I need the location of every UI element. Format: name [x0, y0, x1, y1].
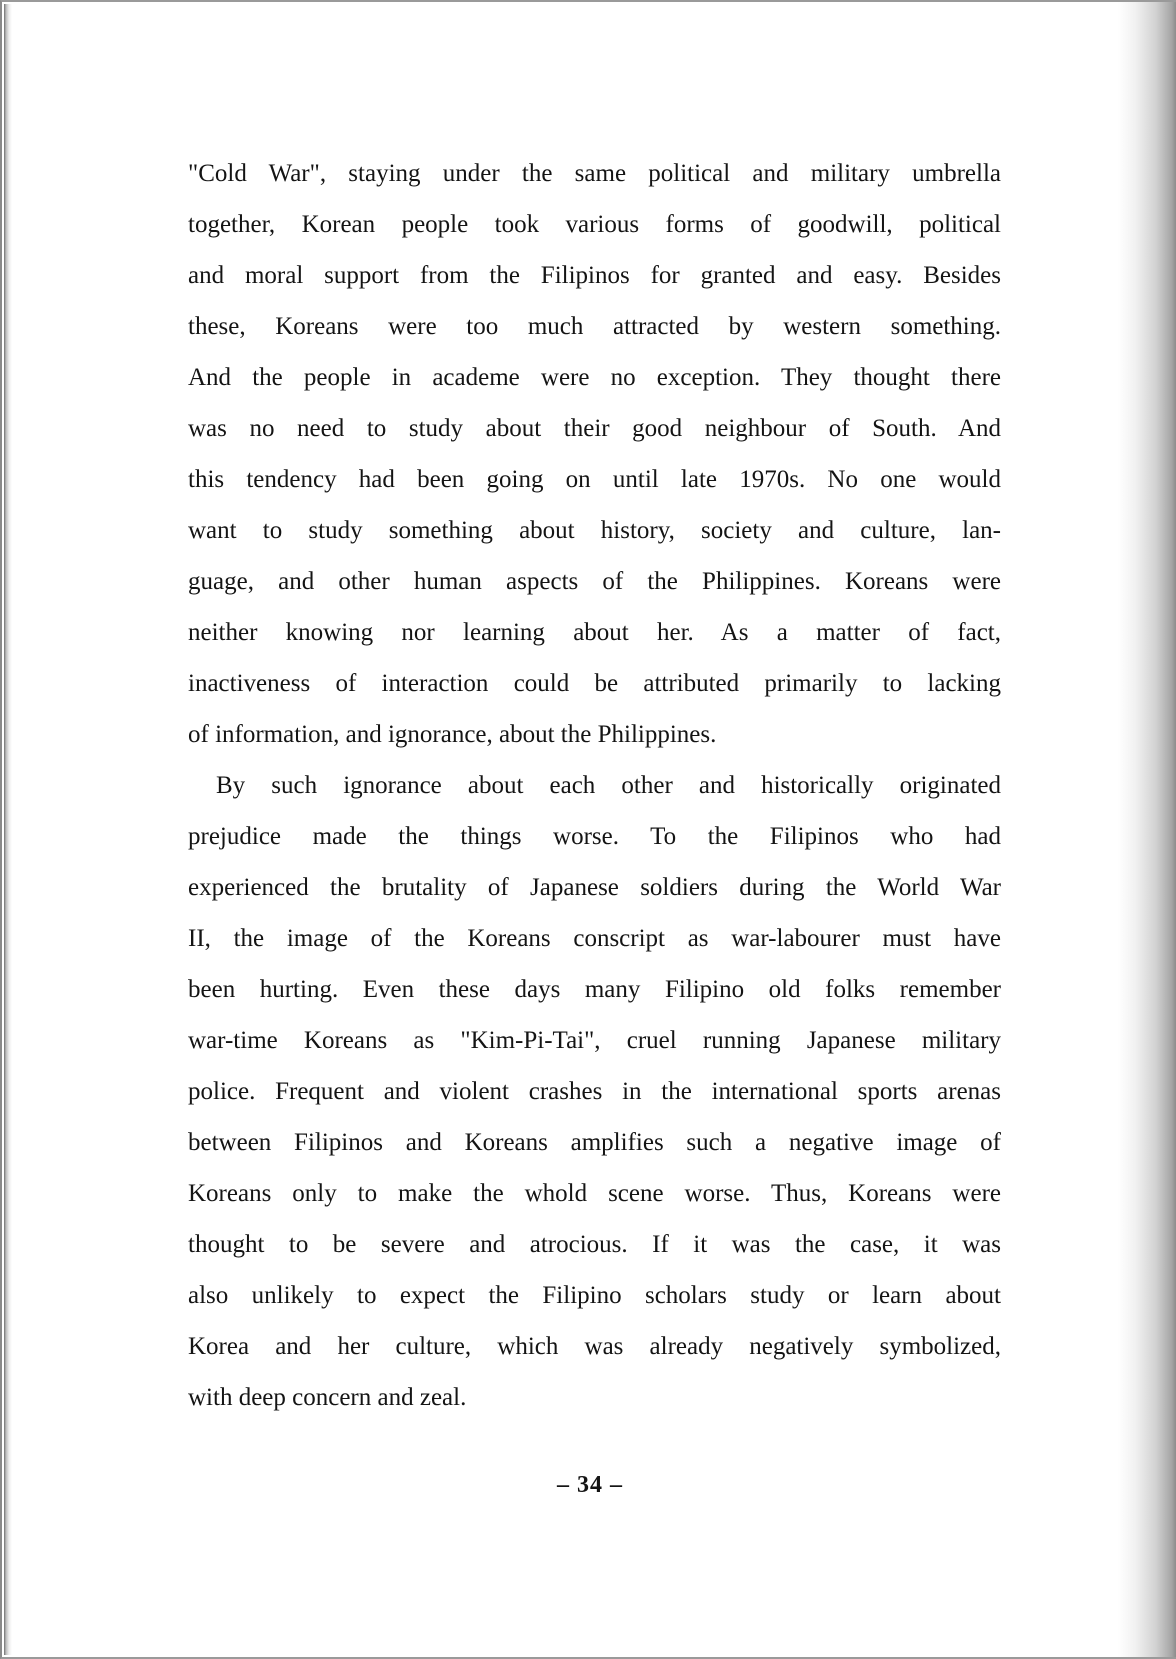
text-line: police. Frequent and violent crashes in the international sports arenas: [188, 1078, 1001, 1105]
text-line: with deep concern and zeal.: [188, 1384, 467, 1411]
text-line: experienced the brutality of Japanese soldiers during the World War: [188, 874, 1001, 901]
page-number: – 34 –: [557, 1472, 623, 1498]
text-line: thought to be severe and atrocious. If it was the case, it was: [188, 1231, 1001, 1258]
text-line: And the people in academe were no exception. They thought there: [188, 364, 1001, 391]
text-line: this tendency had been going on until late 1970s. No one would: [188, 466, 1001, 493]
text-line: these, Koreans were too much attracted by western something.: [188, 313, 1001, 340]
page-left-edge: [4, 4, 12, 1655]
text-line: neither knowing nor learning about her. As a matter of fact,: [188, 619, 1001, 646]
page-right-shadow: [1118, 2, 1176, 1657]
text-line: together, Korean people took various forms of goodwill, political: [188, 211, 1001, 238]
text-line: between Filipinos and Koreans amplifies such a negative image of: [188, 1129, 1001, 1156]
text-line: been hurting. Even these days many Filipino old folks remember: [188, 976, 1001, 1003]
text-line: By such ignorance about each other and historically originated: [216, 772, 1001, 799]
text-line: want to study something about history, society and culture, lan-: [188, 517, 1001, 544]
text-line: Koreans only to make the whold scene worse. Thus, Koreans were: [188, 1180, 1001, 1207]
text-line: of information, and ignorance, about the Philippines.: [188, 721, 717, 748]
text-line: also unlikely to expect the Filipino scholars study or learn about: [188, 1282, 1001, 1309]
text-line: Korea and her culture, which was already negatively symbolized,: [188, 1333, 1001, 1360]
text-line: inactiveness of interaction could be attributed primarily to lacking: [188, 670, 1001, 697]
text-line: "Cold War", staying under the same political and military umbrella: [188, 160, 1001, 187]
body-text: [188, 148, 1001, 1423]
text-line: war-time Koreans as "Kim-Pi-Tai", cruel running Japanese military: [188, 1027, 1001, 1054]
text-line: was no need to study about their good neighbour of South. And: [188, 415, 1001, 442]
text-line: and moral support from the Filipinos for granted and easy. Besides: [188, 262, 1001, 289]
text-line: II, the image of the Koreans conscript as war-labourer must have: [188, 925, 1001, 952]
text-line: guage, and other human aspects of the Philippines. Koreans were: [188, 568, 1001, 595]
text-line: prejudice made the things worse. To the Filipinos who had: [188, 823, 1001, 850]
